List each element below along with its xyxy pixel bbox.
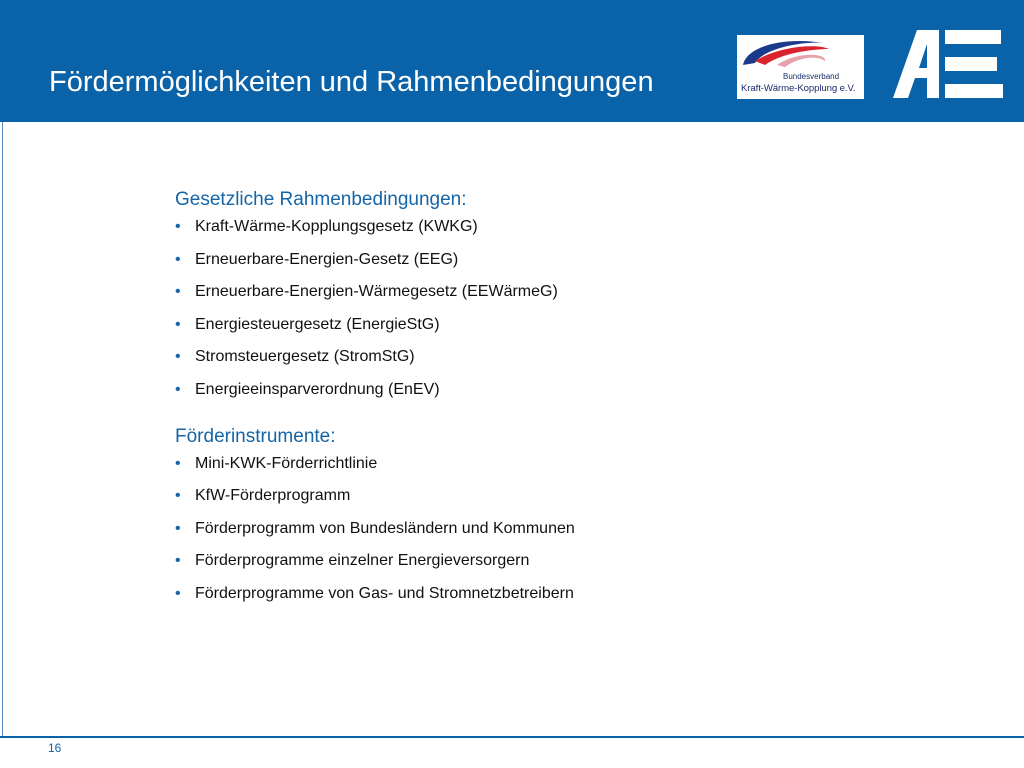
list-item: • Förderprogramme einzelner Energieversorgern [175, 552, 530, 569]
bullet-icon: • [175, 218, 181, 235]
list-item: • Energiesteuergesetz (EnergieStG) [175, 315, 440, 333]
bullet-icon: • [175, 487, 181, 504]
list-item: • Mini-KWK-Förderrichtlinie [175, 454, 378, 472]
bullet-list [175, 217, 575, 400]
bullet-icon: • [175, 519, 181, 537]
list-item: • Stromsteuergesetz (StromStG) [175, 348, 415, 365]
bullet-icon: • [175, 584, 181, 602]
bullet-icon: • [175, 552, 181, 569]
bullet-list [175, 454, 575, 604]
section-heading: Gesetzliche Rahmenbedingungen: [175, 189, 467, 210]
bkwk-logo-line1: Bundesverband [783, 72, 840, 81]
section-funding [175, 424, 575, 604]
section-legal [175, 187, 575, 400]
list-item: • Erneuerbare-Energien-Gesetz (EEG) [175, 250, 459, 268]
bullet-icon: • [175, 315, 181, 333]
bullet-icon: • [175, 348, 181, 365]
list-item: • Förderprogramme von Gas- und Stromnetzbetreibern [175, 584, 574, 602]
list-item: • Förderprogramm von Bundesländern und Kommunen [175, 519, 575, 537]
list-item: • KfW-Förderprogramm [175, 487, 351, 504]
bullet-icon: • [175, 283, 181, 300]
slide-header [0, 0, 1024, 122]
list-item: • Kraft-Wärme-Kopplungsgesetz (KWKG) [175, 218, 478, 235]
section-heading: Förderinstrumente: [175, 425, 336, 447]
page-number: 16 [48, 741, 62, 755]
list-item: • Energieeinsparverordnung (EnEV) [175, 380, 440, 398]
footer-line [0, 736, 1024, 738]
bullet-icon: • [175, 250, 181, 268]
slide-content [175, 187, 575, 616]
left-border-line [2, 122, 3, 736]
bkwk-logo [737, 35, 864, 99]
list-item: • Erneuerbare-Energien-Wärmegesetz (EEWärmeG) [175, 283, 558, 300]
bullet-icon: • [175, 380, 181, 398]
ae-logo-icon [893, 30, 1003, 98]
slide-title: Fördermöglichkeiten und Rahmenbedingungen [49, 66, 654, 98]
bkwk-logo-line2: Kraft-Wärme-Kopplung e.V. [741, 83, 856, 94]
bullet-icon: • [175, 454, 181, 472]
